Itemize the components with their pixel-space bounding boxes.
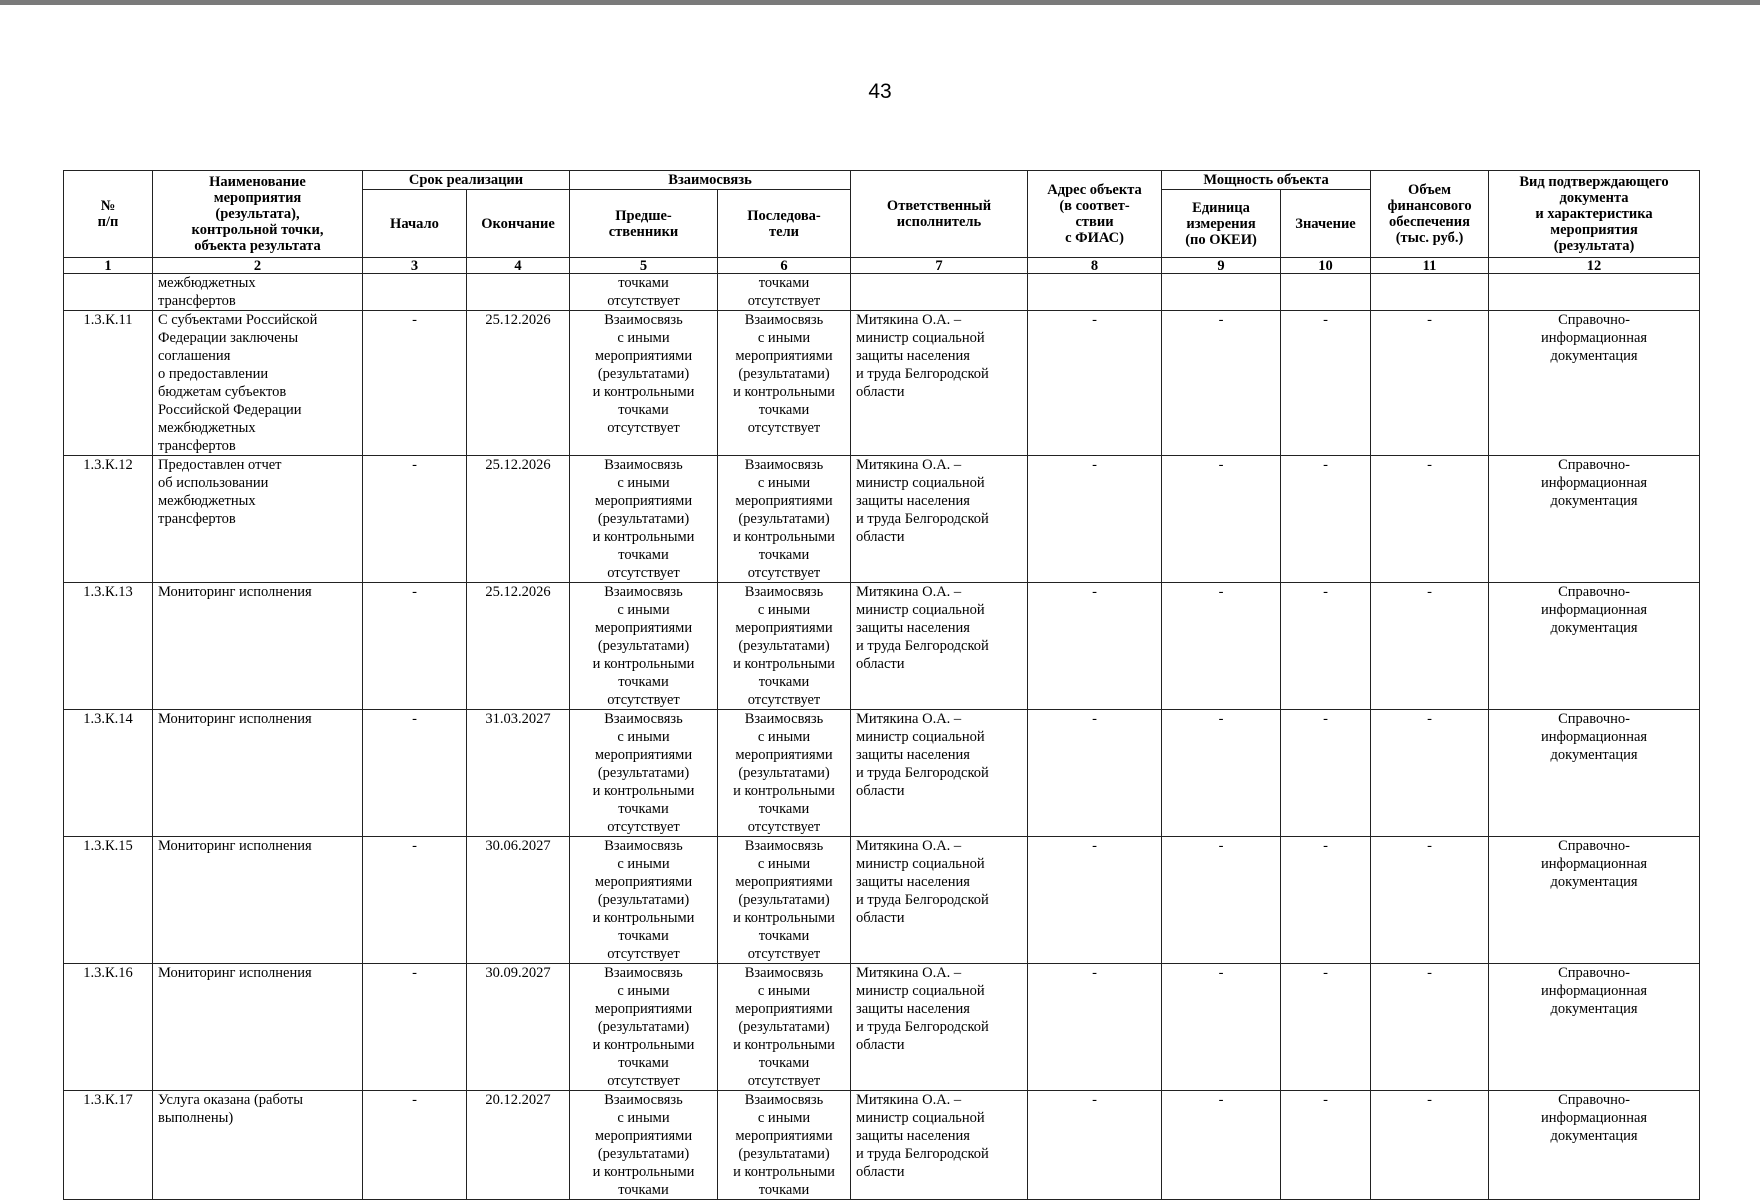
cell-value bbox=[1281, 274, 1371, 311]
cell-successors: Взаимосвязь с иными мероприятиями (результатами) и контрольными точками отсутствует bbox=[718, 837, 851, 964]
header-financing: Объем финансового обеспечения (тыс. руб.) bbox=[1371, 171, 1489, 258]
cell-end: 25.12.2026 bbox=[467, 456, 570, 583]
cell-start: - bbox=[363, 456, 467, 583]
column-number: 4 bbox=[467, 258, 570, 274]
cell-doc bbox=[1489, 274, 1700, 311]
header-capacity-group: Мощность объекта bbox=[1162, 171, 1371, 190]
cell-name: С субъектами Российской Федерации заключены соглашения о предоставлении бюджетам субъектов Российской Федерации межбюджетных трансфертов bbox=[153, 311, 363, 456]
cell-predecessors: Взаимосвязь с иными мероприятиями (результатами) и контрольными точками отсутствует bbox=[570, 311, 718, 456]
column-number: 5 bbox=[570, 258, 718, 274]
cell-successors: Взаимосвязь с иными мероприятиями (результатами) и контрольными точками отсутствует bbox=[718, 710, 851, 837]
cell-start: - bbox=[363, 583, 467, 710]
table-row bbox=[64, 456, 1700, 583]
cell-name: межбюджетных трансфертов bbox=[153, 274, 363, 311]
cell-responsible: Митякина О.А. – министр социальной защиты населения и труда Белгородской области bbox=[851, 456, 1028, 583]
cell-number: 1.3.К.16 bbox=[64, 964, 153, 1091]
cell-doc: Справочно- информационная документация bbox=[1489, 964, 1700, 1091]
cell-end: 25.12.2026 bbox=[467, 311, 570, 456]
cell-financing: - bbox=[1371, 964, 1489, 1091]
cell-financing bbox=[1371, 274, 1489, 311]
column-number: 6 bbox=[718, 258, 851, 274]
cell-name: Мониторинг исполнения bbox=[153, 583, 363, 710]
header-responsible: Ответственный исполнитель bbox=[851, 171, 1028, 258]
column-number: 10 bbox=[1281, 258, 1371, 274]
cell-end: 20.12.2027 bbox=[467, 1091, 570, 1200]
cell-responsible: Митякина О.А. – министр социальной защиты населения и труда Белгородской области bbox=[851, 964, 1028, 1091]
cell-end: 30.06.2027 bbox=[467, 837, 570, 964]
cell-end: 31.03.2027 bbox=[467, 710, 570, 837]
cell-value: - bbox=[1281, 311, 1371, 456]
cell-responsible: Митякина О.А. – министр социальной защиты населения и труда Белгородской области bbox=[851, 583, 1028, 710]
table-row-continuation bbox=[64, 274, 1700, 311]
cell-number: 1.3.К.13 bbox=[64, 583, 153, 710]
column-number: 9 bbox=[1162, 258, 1281, 274]
cell-address bbox=[1028, 274, 1162, 311]
cell-predecessors: точками отсутствует bbox=[570, 274, 718, 311]
cell-unit: - bbox=[1162, 456, 1281, 583]
cell-value: - bbox=[1281, 583, 1371, 710]
cell-doc: Справочно- информационная документация bbox=[1489, 837, 1700, 964]
column-number: 2 bbox=[153, 258, 363, 274]
cell-start: - bbox=[363, 311, 467, 456]
cell-address: - bbox=[1028, 583, 1162, 710]
table-row bbox=[64, 1091, 1700, 1200]
cell-end bbox=[467, 274, 570, 311]
cell-successors: Взаимосвязь с иными мероприятиями (результатами) и контрольными точками bbox=[718, 1091, 851, 1200]
cell-unit bbox=[1162, 274, 1281, 311]
cell-end: 25.12.2026 bbox=[467, 583, 570, 710]
events-table bbox=[63, 170, 1700, 1200]
cell-value: - bbox=[1281, 710, 1371, 837]
table-row bbox=[64, 964, 1700, 1091]
cell-unit: - bbox=[1162, 1091, 1281, 1200]
header-number: № п/п bbox=[64, 171, 153, 258]
cell-financing: - bbox=[1371, 1091, 1489, 1200]
cell-responsible: Митякина О.А. – министр социальной защиты населения и труда Белгородской области bbox=[851, 311, 1028, 456]
header-address: Адрес объекта (в соответ- ствии с ФИАС) bbox=[1028, 171, 1162, 258]
column-number: 3 bbox=[363, 258, 467, 274]
cell-predecessors: Взаимосвязь с иными мероприятиями (результатами) и контрольными точками отсутствует bbox=[570, 964, 718, 1091]
cell-doc: Справочно- информационная документация bbox=[1489, 710, 1700, 837]
page-number: 43 bbox=[868, 80, 892, 103]
scan-top-edge bbox=[0, 0, 1760, 5]
table-body bbox=[64, 274, 1700, 1200]
cell-successors: Взаимосвязь с иными мероприятиями (результатами) и контрольными точками отсутствует bbox=[718, 311, 851, 456]
cell-number: 1.3.К.12 bbox=[64, 456, 153, 583]
column-number: 7 bbox=[851, 258, 1028, 274]
column-number: 11 bbox=[1371, 258, 1489, 274]
column-number: 8 bbox=[1028, 258, 1162, 274]
cell-name: Мониторинг исполнения bbox=[153, 964, 363, 1091]
cell-financing: - bbox=[1371, 837, 1489, 964]
column-numbers-row bbox=[64, 258, 1700, 274]
cell-doc: Справочно- информационная документация bbox=[1489, 311, 1700, 456]
cell-name: Мониторинг исполнения bbox=[153, 710, 363, 837]
cell-responsible: Митякина О.А. – министр социальной защиты населения и труда Белгородской области bbox=[851, 710, 1028, 837]
cell-unit: - bbox=[1162, 583, 1281, 710]
header-start: Начало bbox=[363, 190, 467, 258]
cell-start bbox=[363, 274, 467, 311]
cell-address: - bbox=[1028, 837, 1162, 964]
cell-responsible bbox=[851, 274, 1028, 311]
cell-financing: - bbox=[1371, 456, 1489, 583]
cell-unit: - bbox=[1162, 837, 1281, 964]
header-link-group: Взаимосвязь bbox=[570, 171, 851, 190]
header-end: Окончание bbox=[467, 190, 570, 258]
cell-number: 1.3.К.11 bbox=[64, 311, 153, 456]
cell-financing: - bbox=[1371, 710, 1489, 837]
cell-value: - bbox=[1281, 837, 1371, 964]
cell-start: - bbox=[363, 710, 467, 837]
cell-predecessors: Взаимосвязь с иными мероприятиями (результатами) и контрольными точками отсутствует bbox=[570, 710, 718, 837]
cell-end: 30.09.2027 bbox=[467, 964, 570, 1091]
cell-doc: Справочно- информационная документация bbox=[1489, 456, 1700, 583]
cell-unit: - bbox=[1162, 311, 1281, 456]
table-row bbox=[64, 583, 1700, 710]
cell-name: Мониторинг исполнения bbox=[153, 837, 363, 964]
cell-address: - bbox=[1028, 456, 1162, 583]
cell-successors: Взаимосвязь с иными мероприятиями (результатами) и контрольными точками отсутствует bbox=[718, 456, 851, 583]
cell-address: - bbox=[1028, 964, 1162, 1091]
cell-start: - bbox=[363, 1091, 467, 1200]
table-row bbox=[64, 710, 1700, 837]
cell-financing: - bbox=[1371, 311, 1489, 456]
cell-value: - bbox=[1281, 1091, 1371, 1200]
cell-predecessors: Взаимосвязь с иными мероприятиями (результатами) и контрольными точками отсутствует bbox=[570, 583, 718, 710]
cell-predecessors: Взаимосвязь с иными мероприятиями (результатами) и контрольными точками отсутствует bbox=[570, 837, 718, 964]
cell-predecessors: Взаимосвязь с иными мероприятиями (результатами) и контрольными точками bbox=[570, 1091, 718, 1200]
cell-value: - bbox=[1281, 964, 1371, 1091]
cell-start: - bbox=[363, 964, 467, 1091]
header-name: Наименование мероприятия (результата), контрольной точки, объекта результата bbox=[153, 171, 363, 258]
header-period-group: Срок реализации bbox=[363, 171, 570, 190]
table-row bbox=[64, 311, 1700, 456]
cell-name: Услуга оказана (работы выполнены) bbox=[153, 1091, 363, 1200]
cell-successors: Взаимосвязь с иными мероприятиями (результатами) и контрольными точками отсутствует bbox=[718, 964, 851, 1091]
cell-successors: Взаимосвязь с иными мероприятиями (результатами) и контрольными точками отсутствует bbox=[718, 583, 851, 710]
header-unit: Единица измерения (по ОКЕИ) bbox=[1162, 190, 1281, 258]
column-number: 12 bbox=[1489, 258, 1700, 274]
cell-start: - bbox=[363, 837, 467, 964]
header-doc-type: Вид подтверждающего документа и характеристика мероприятия (результата) bbox=[1489, 171, 1700, 258]
cell-doc: Справочно- информационная документация bbox=[1489, 1091, 1700, 1200]
cell-number: 1.3.К.17 bbox=[64, 1091, 153, 1200]
cell-number bbox=[64, 274, 153, 311]
cell-financing: - bbox=[1371, 583, 1489, 710]
cell-name: Предоставлен отчет об использовании межбюджетных трансфертов bbox=[153, 456, 363, 583]
table-row bbox=[64, 837, 1700, 964]
cell-value: - bbox=[1281, 456, 1371, 583]
cell-responsible: Митякина О.А. – министр социальной защиты населения и труда Белгородской области bbox=[851, 837, 1028, 964]
cell-unit: - bbox=[1162, 964, 1281, 1091]
column-number: 1 bbox=[64, 258, 153, 274]
cell-predecessors: Взаимосвязь с иными мероприятиями (результатами) и контрольными точками отсутствует bbox=[570, 456, 718, 583]
header-predecessors: Предше- ственники bbox=[570, 190, 718, 258]
cell-address: - bbox=[1028, 710, 1162, 837]
cell-unit: - bbox=[1162, 710, 1281, 837]
header-successors: Последова- тели bbox=[718, 190, 851, 258]
cell-address: - bbox=[1028, 1091, 1162, 1200]
cell-address: - bbox=[1028, 311, 1162, 456]
cell-number: 1.3.К.15 bbox=[64, 837, 153, 964]
cell-successors: точками отсутствует bbox=[718, 274, 851, 311]
cell-responsible: Митякина О.А. – министр социальной защиты населения и труда Белгородской области bbox=[851, 1091, 1028, 1200]
cell-number: 1.3.К.14 bbox=[64, 710, 153, 837]
header-value: Значение bbox=[1281, 190, 1371, 258]
cell-doc: Справочно- информационная документация bbox=[1489, 583, 1700, 710]
